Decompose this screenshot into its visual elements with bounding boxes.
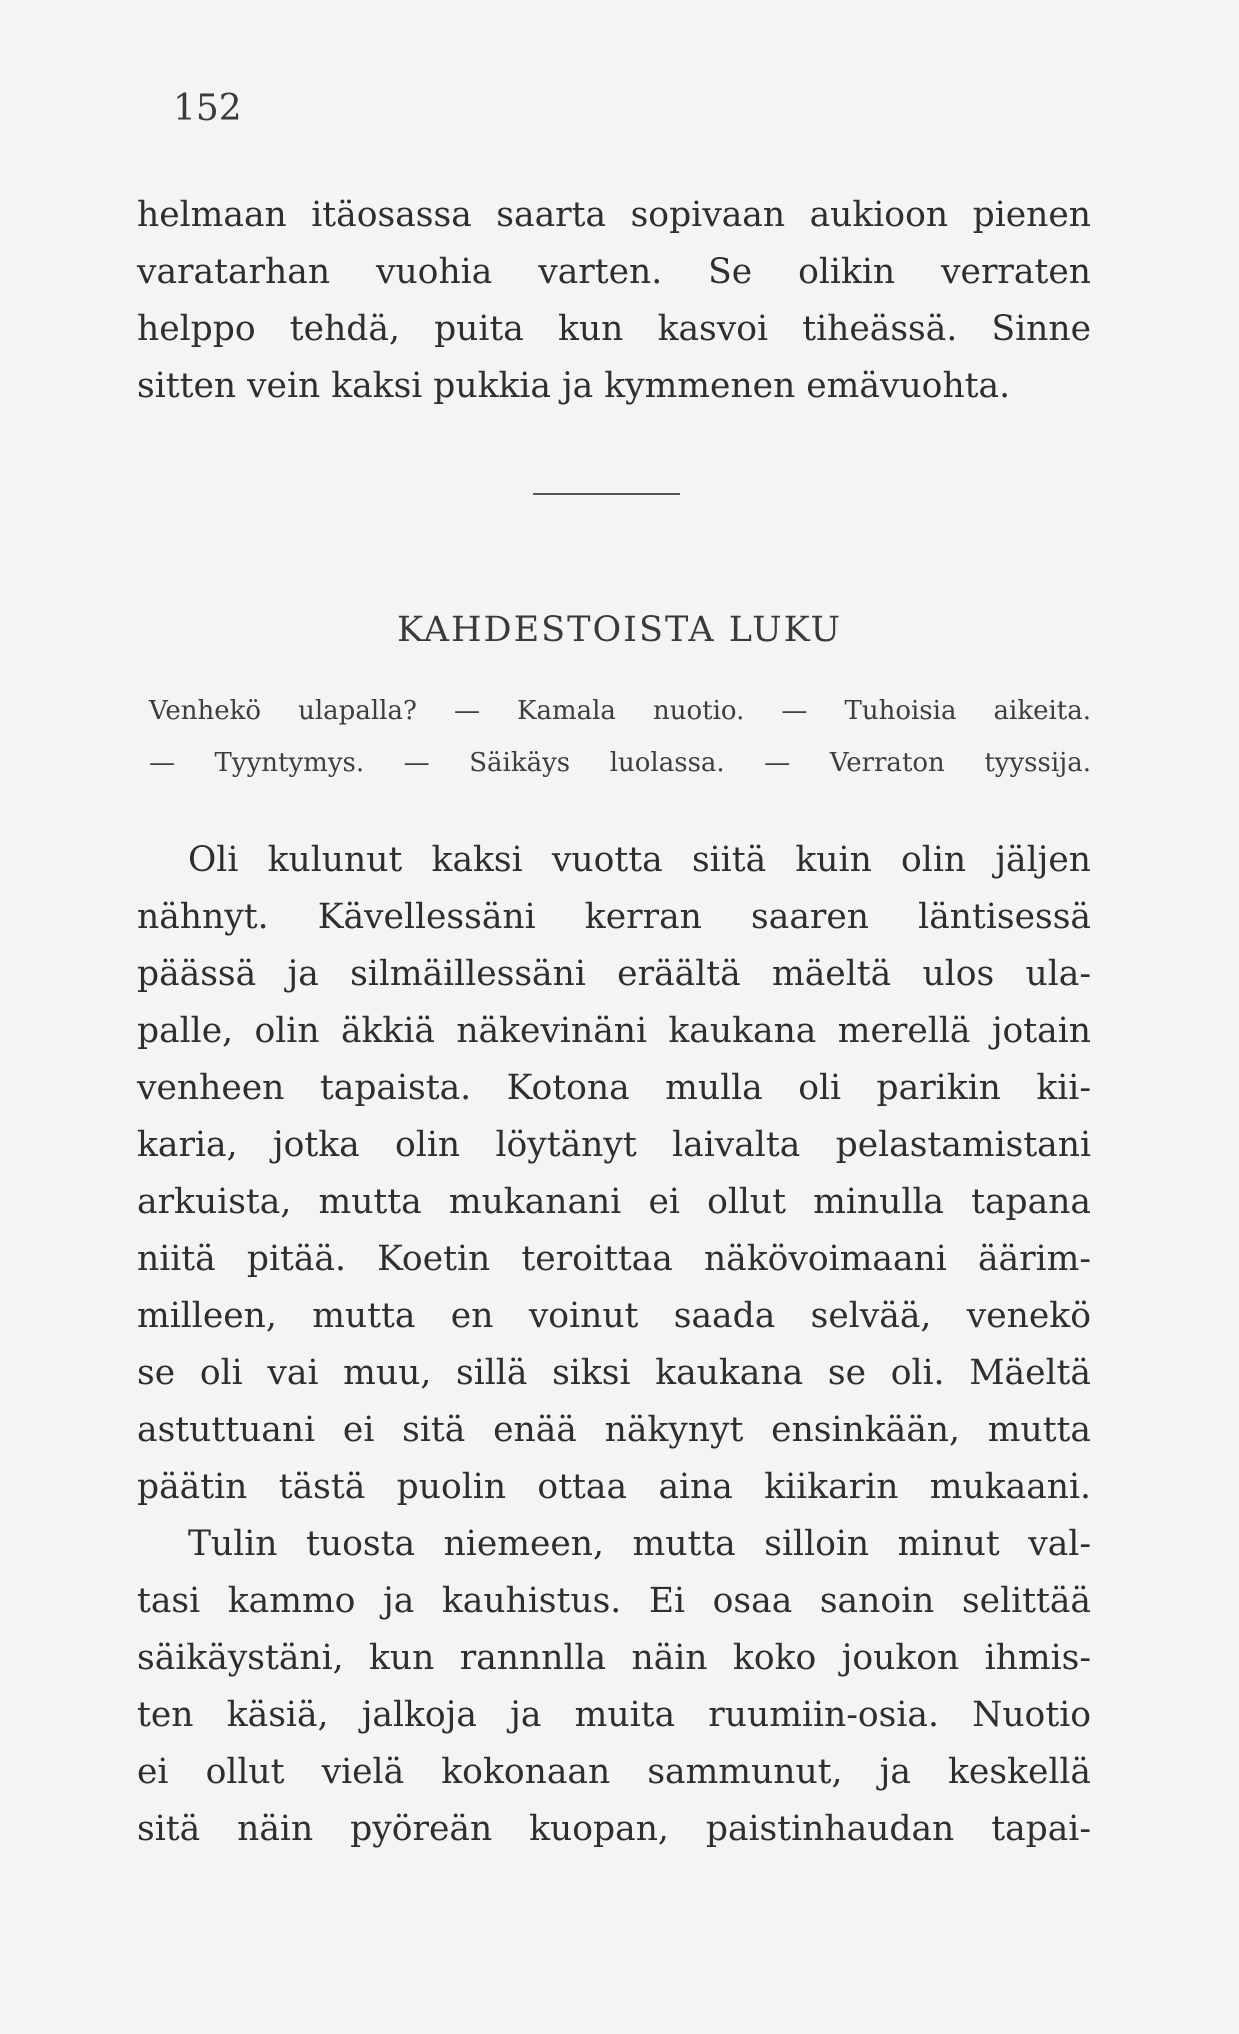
text-line: helmaan itäosassa saarta sopivaan aukioon pienen xyxy=(137,195,1091,235)
text-line: helppo tehdä, puita kun kasvoi tiheässä. Sinne xyxy=(137,309,1091,349)
text-line: tasi kammo ja kauhistus. Ei osaa sanoin selittää xyxy=(137,1581,1091,1621)
text-line: Tulin tuosta niemeen, mutta silloin minut val- xyxy=(188,1524,1091,1564)
text-line: päässä ja silmäillessäni eräältä mäeltä ulos ula- xyxy=(137,954,1091,994)
text-line: se oli vai muu, sillä siksi kaukana se oli. Mäeltä xyxy=(137,1353,1091,1393)
text-line: milleen, mutta en voinut saada selvää, venekö xyxy=(137,1296,1091,1336)
text-line: varatarhan vuohia varten. Se olikin verraten xyxy=(137,252,1091,292)
text-line: säikäystäni, kun rannnlla näin koko joukon ihmis- xyxy=(137,1638,1091,1678)
section-divider xyxy=(533,493,680,495)
text-line: sitä näin pyöreän kuopan, paistinhaudan tapai- xyxy=(137,1809,1091,1849)
chapter-title: KAHDESTOISTA LUKU xyxy=(396,610,842,650)
chapter-summary-line: Venhekö ulapalla? — Kamala nuotio. — Tuhoisia aikeita. xyxy=(149,696,1091,726)
text-line: karia, jotka olin löytänyt laivalta pelastamistani xyxy=(137,1125,1091,1165)
text-line: astuttuani ei sitä enää näkynyt ensinkään, mutta xyxy=(137,1410,1091,1450)
text-line: ei ollut vielä kokonaan sammunut, ja keskellä xyxy=(137,1752,1091,1792)
text-line: päätin tästä puolin ottaa aina kiikarin mukaani. xyxy=(137,1467,1091,1507)
text-line: venheen tapaista. Kotona mulla oli parikin kii- xyxy=(137,1068,1091,1108)
text-line: niitä pitää. Koetin teroittaa näkövoimaani äärim- xyxy=(137,1239,1091,1279)
page-number: 152 xyxy=(173,88,242,129)
text-line: nähnyt. Kävellessäni kerran saaren läntisessä xyxy=(137,897,1091,937)
text-line: palle, olin äkkiä näkevinäni kaukana merellä jotain xyxy=(137,1011,1091,1051)
text-line: arkuista, mutta mukanani ei ollut minulla tapana xyxy=(137,1182,1091,1222)
text-line: sitten vein kaksi pukkia ja kymmenen emävuohta. xyxy=(137,366,1011,406)
text-line: Oli kulunut kaksi vuotta siitä kuin olin jäljen xyxy=(188,840,1091,880)
chapter-summary-line: — Tyyntymys. — Säikäys luolassa. — Verraton tyyssija. xyxy=(149,748,1091,778)
text-line: ten käsiä, jalkoja ja muita ruumiin-osia. Nuotio xyxy=(137,1695,1091,1735)
